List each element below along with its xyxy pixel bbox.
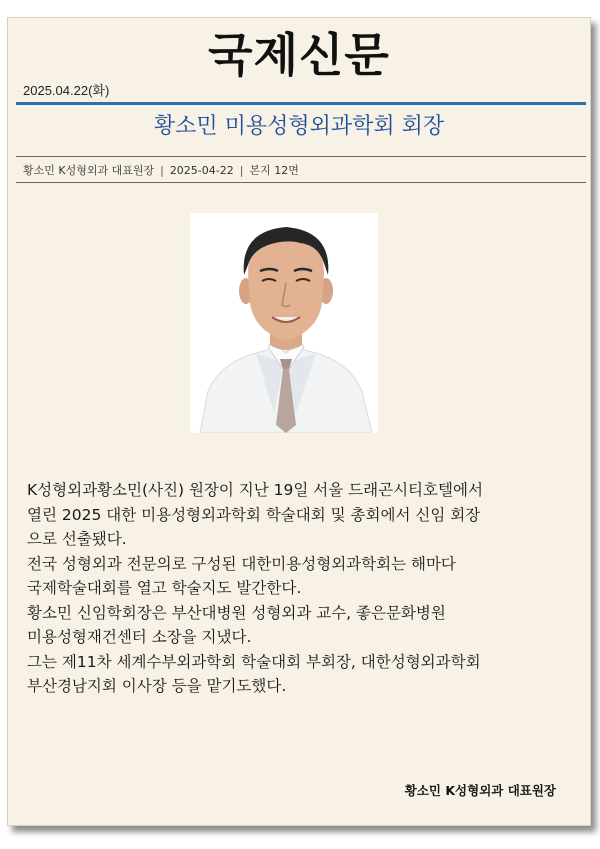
issue-date: 2025.04.22(화) [23,83,110,98]
byline-bottom-rule [16,182,586,183]
article-line: 전국 성형외과 전문의로 구성된 대한미용성형외과학회는 해마다 [27,554,456,573]
portrait-image [190,213,378,433]
article-line: 황소민 신임학회장은 부산대병원 성형외과 교수, 좋은문화병원 [27,603,446,622]
article-signature: 황소민 K성형외과 대표원장 [404,783,556,798]
article-body [27,478,577,699]
article-line: 국제학술대회를 열고 학술지도 발간한다. [27,579,302,597]
newspaper-page [7,17,591,826]
byline-date: 2025-04-22 [169,164,234,177]
article-line: 그는 제11차 세계수부외과학회 학술대회 부회장, 대한성형외과학회 [27,652,481,671]
article-line: K성형외과황소민(사진) 원장이 지난 19일 서울 드래곤시티호텔에서 [27,481,483,499]
article-line: 으로 선출됐다. [27,530,127,548]
article-photo [190,213,378,433]
article-line: 열린 2025 대한 미용성형외과학회 학술대회 및 총회에서 신임 회장 [27,505,481,524]
byline-separator: | [160,164,164,177]
header-divider [16,102,586,105]
byline-author: 황소민 K성형외과 대표원장 [23,164,155,177]
article-line: 미용성형재건센터 소장을 지냈다. [27,628,252,646]
byline-section: 본지 12면 [249,164,299,177]
article-headline: 황소민 미용성형외과학회 회장 [153,114,445,139]
article-line: 부산경남지회 이사장 등을 맡기도했다. [27,677,287,695]
byline-separator: | [239,164,244,177]
article-byline [23,162,299,178]
byline-top-rule [16,156,586,157]
newspaper-masthead: 국제신문 [208,28,390,82]
